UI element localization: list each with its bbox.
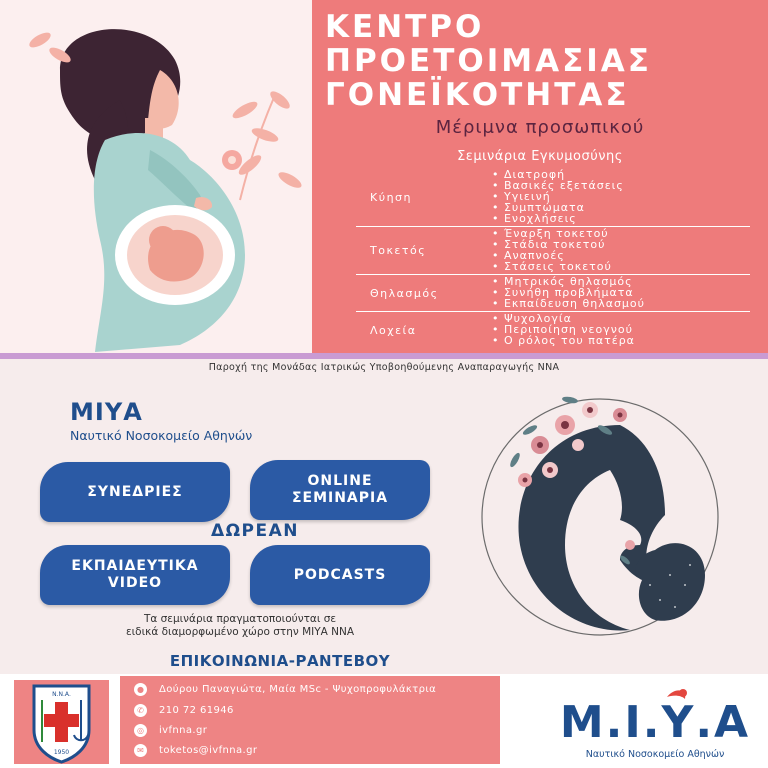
- contact-email-text: toketos@ivfnna.gr: [159, 745, 258, 756]
- program-item: • Έναρξη τοκετού: [492, 227, 609, 240]
- program-row: [356, 275, 750, 312]
- program-item: • Υγιεινή: [492, 190, 551, 203]
- crest-year: 1950: [53, 749, 70, 756]
- provider-line: Παροχή της Μονάδας Ιατρικώς Υποβοηθούμενης Αναπαραγωγής ΝΝΑ: [208, 362, 560, 373]
- free-label: ΔΩΡΕΑΝ: [210, 521, 300, 541]
- educational-video-button[interactable]: [40, 545, 230, 605]
- contact-phone-text: 210 72 61946: [159, 705, 234, 716]
- podcasts-label: PODCASTS: [293, 566, 387, 583]
- program-item: • Στάδια τοκετού: [492, 238, 606, 251]
- program-item: • Ο ρόλος του πατέρα: [492, 334, 635, 347]
- divider-band: [0, 353, 768, 359]
- title-line: ΠΡΟΕΤΟΙΜΑΣΙΑΣ: [325, 43, 652, 79]
- note-line: Τα σεμινάρια πραγματοποιούνται σε: [143, 613, 337, 625]
- program-row: [356, 227, 750, 275]
- program-category: Κύηση: [370, 190, 412, 204]
- seminars-label: ΣΕΜΙΝΑΡΙΑ: [291, 490, 389, 506]
- contact-box: [120, 676, 500, 764]
- program-category: Θηλασμός: [370, 286, 439, 300]
- email-icon: ✉: [134, 744, 147, 757]
- note-line: ειδικά διαμορφωμένο χώρο στην ΜΙΥΑ ΝΝΑ: [125, 626, 355, 638]
- program-item: • Ψυχολογία: [492, 312, 572, 325]
- program-row: [356, 312, 750, 348]
- miya-title: ΜΙΥΑ: [70, 398, 143, 426]
- program-category: Τοκετός: [370, 244, 427, 257]
- miya-subtitle: Ναυτικό Νοσοκομείο Αθηνών: [70, 428, 253, 443]
- online-seminars-button[interactable]: [250, 460, 430, 520]
- logo-text: Μ.Ι.Υ.Α: [559, 697, 751, 748]
- globe-icon: ◎: [134, 724, 147, 737]
- program-items: [492, 227, 750, 274]
- program-item: • Βασικές εξετάσεις: [492, 179, 624, 192]
- contact-phone[interactable]: [134, 704, 234, 717]
- crest-top-text: Ν.Ν.Α.: [52, 691, 71, 698]
- phone-icon: ✆: [134, 704, 147, 717]
- program-item: • Περιποίηση νεογνού: [492, 323, 633, 336]
- sessions-label: ΣΥΝΕΔΡΙΕΣ: [87, 483, 183, 500]
- contact-web[interactable]: [134, 724, 207, 737]
- program-item: • Αναπνοές: [492, 249, 565, 262]
- top-section: [0, 0, 768, 356]
- program-items: [492, 168, 750, 226]
- contact-person: [134, 683, 436, 696]
- contact-email[interactable]: [134, 744, 257, 757]
- pregnant-woman-illustration: [0, 0, 330, 356]
- podcasts-button[interactable]: [250, 545, 430, 605]
- location-note: [40, 613, 440, 639]
- hospital-crest: [14, 680, 109, 764]
- seminar-program: [356, 168, 750, 348]
- program-item: • Διατροφή: [492, 168, 566, 181]
- title-line: ΚΕΝΤΡΟ: [325, 9, 485, 45]
- online-label: ONLINE: [307, 473, 373, 489]
- logo-subtitle: Ναυτικό Νοσοκομείο Αθηνών: [585, 749, 725, 760]
- subtitle: Μέριμνα προσωπικού: [435, 117, 645, 138]
- contact-heading: ΕΠΙΚΟΙΝΩΝΙΑ-ΡΑΝΤΕΒΟΥ: [169, 652, 391, 670]
- user-icon: ●: [134, 683, 147, 696]
- program-item: • Μητρικός θηλασμός: [492, 275, 633, 288]
- educational-label: ΕΚΠΑΙΔΕΥΤΙΚΑ: [71, 558, 199, 574]
- program-item: • Ενοχλήσεις: [492, 212, 577, 225]
- program-item: • Συμπτώματα: [492, 201, 585, 214]
- page-title: [325, 10, 765, 112]
- program-item: • Εκπαίδευση θηλασμού: [492, 297, 646, 310]
- program-items: [492, 312, 750, 348]
- title-line: ΓΟΝΕΪΚΟΤΗΤΑΣ: [325, 77, 630, 113]
- program-row: [356, 168, 750, 227]
- mother-baby-art: [470, 385, 730, 650]
- program-category: Λοχεία: [370, 323, 417, 337]
- program-item: • Συνήθη προβλήματα: [492, 286, 634, 299]
- program-item: • Στάσεις τοκετού: [492, 260, 612, 273]
- sessions-button[interactable]: [40, 462, 230, 522]
- contact-person-text: Δούρου Παναγιώτα, Μαία MSc - Ψυχοπροφυλάκτρια: [159, 684, 437, 695]
- program-items: [492, 275, 750, 311]
- seminars-heading: Σεμινάρια Εγκυμοσύνης: [457, 149, 623, 164]
- contact-web-text: ivfnna.gr: [159, 725, 208, 736]
- video-label: VIDEO: [107, 575, 163, 591]
